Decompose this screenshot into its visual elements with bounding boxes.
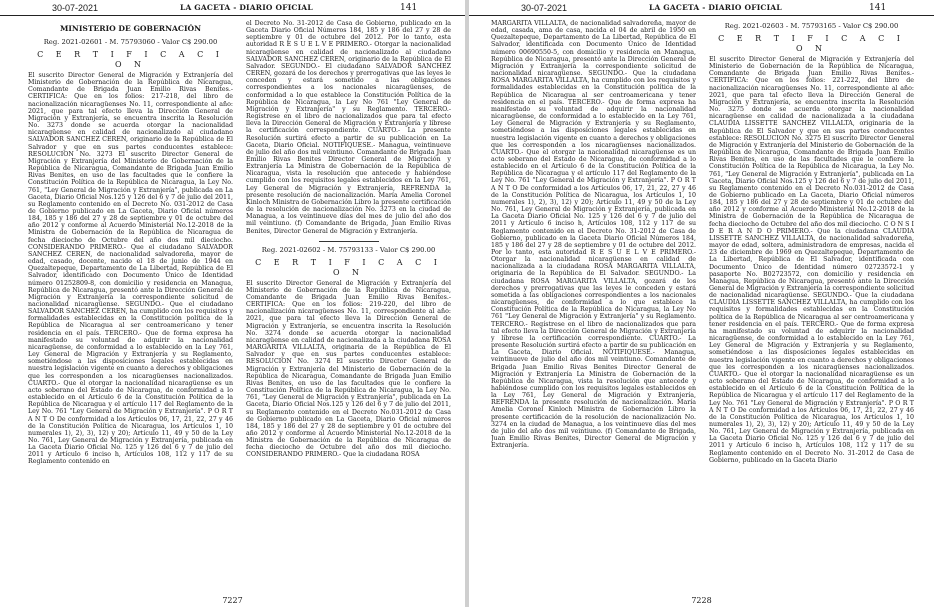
certification-body: El suscrito Director General de Migración y Extranjería del Ministerio de Gobernación de la República de Nicaragua, Comandante de Brigada Juan Emilio Rivas Benites.- CERTIFICA: Que en los folios: 217-218, del libro de nacionalización nicaragüenses No. 11, correspondiente al año: 2021, que para tal efecto lleva la Dirección General de Migración y Extranjería, se encuentra inscrita la Resolución No. 3273 donde se acuerda otorgar la nacionalidad nicaragüense en calidad de nacionalizado al ciudadano SALVADOR SANCHEZ CEREN, originario de la República de El Salvador y que en sus partes conducentes establece: RESOLUCION No. 3273 El suscrito Director General de Migración y Extranjería del Ministerio de Gobernación de la República de Nicaragua, Comandante de Brigada Juan Emilio Rivas Benites, en uso de las facultades que le confiere la Constitución Política de la República de Nicaragua, la Ley No. 761, "Ley General de Migración y Extranjería", publicada en La Gaceta, Diario Oficial Nos.125 y 126 del 6 y 7 de julio del 2011, su Reglamento contenido en el Decreto No. 031-2012 de Casa de Gobierno publicado en La Gaceta, Diario Oficial números 184, 185 y 186 del 27 y 28 de septiembre y 01 de octubre del año 2012 y conforme al Acuerdo Ministerial No.12-2018 de la Ministra de Gobernación de la República de Nicaragua de fecha dieciocho de Octubre del año dos mil dieciocho. CONSIDERANDO PRIMERO.- Que el ciudadano SALVADOR SANCHEZ CEREN, de nacionalidad salvadoreña, mayor de edad, casado, docente, nacido el 18 de junio de 1944 en Quezaltepeque, Departamento de La Libertad, República de El Salvador, identificado con Documento Único de Identidad número 01252809-8, con domicilio y residencia en Managua, República de Nicaragua, presentó ante la Dirección General de Migración y Extranjería la correspondiente solicitud de nacionalidad nicaragüense. SEGUNDO.- Que el ciudadano SALVADOR SANCHEZ CEREN, ha cumplido con los requisitos y formalidades establecidas en la Constitución política de la República de Nicaragua al ser centroamericano y tener residencia en el país. TERCERO.- Que de forma expresa ha manifestado su voluntad de adquirir la nacionalidad nicaragüense, de conformidad a lo establecido en la Ley 761, Ley General de Migración y Extranjería y su Reglamento, sometiéndose a las disposiciones legales establecidas en nuestra legislación vigente en cuanto a derechos y obligaciones que les corresponden a los nicaragüenses nacionalizados. CUARTO.- Que el otorgar la nacionalidad nicaragüense es un acto soberano del Estado de Nicaragua, de conformidad a lo establecido en el Artículo 6 de la Constitución Política de la República de Nicaragua y el artículo 117 del Reglamento de la Ley No. 761 "Ley General de Migración y Extranjería". P O R T A N T O De conformidad a los Artículos 06, 17, 21, 22, 27 y 46 de la Constitución Política de Nicaragua, los Artículos 1, 10 numerales 1), 2), 3), 12) y 20); Artículo 11, 49 y 50 de la Ley No. 761, Ley General de Migración y Extranjería, publicada en La Gaceta Diario Oficial No. 125 y 126 del 6 y 7 de julio del 2011 y Artículo 6 inciso h, Artículos 108, 112 y 117 de su Reglamento contenido en [28,72,233,466]
certification-body: El suscrito Director General de Migración y Extranjería del Ministerio de Gobernación de la República de Nicaragua, Comandante de Brigada Juan Emilio Rivas Benites.- CERTIFICA: Que en los folios: 221-222, del libro de nacionalización nicaragüenses No. 11, correspondiente al año: 2021, que para tal efecto lleva la Dirección General de Migración y Extranjería, se encuentra inscrita la Resolución No. 3275 donde se acuerda otorgar la nacionalidad nicaragüense en calidad de nacionalizada a la ciudadana CLAUDIA LISSETTE SANCHEZ VILLALTA, originaria de la República de El Salvador y que en sus partes conducentes establece: RESOLUCION No. 3275 El suscrito Director General de Migración y Extranjería del Ministerio de Gobernación de la República de Nicaragua, Comandante de Brigada Juan Emilio Rivas Benites, en uso de las facultades que le confiere la Constitución Política de la República de Nicaragua, la Ley No. 761, "Ley General de Migración y Extranjería", publicada en La Gaceta, Diario Oficial Nos.125 y 126 del 6 y 7 de julio del 2011, su Reglamento contenido en el Decreto No.031-2012 de Casa de Gobierno publicado en La Gaceta, Diario Oficial números 184, 185 y 186 del 27 y 28 de septiembre y 01 de octubre del año 2012 y conforme al Acuerdo Ministerial No.12-2018 de la Ministra de Gobernación de la República de Nicaragua de fecha dieciocho de Octubre del año dos mil dieciocho. C O N S I D E R A N D O PRIMERO.- Que la ciudadana CLAUDIA LISSETTE SANCHEZ VILLALTA, de nacionalidad salvadoreña, mayor de edad, soltera, administradora de empresas, nacida el 23 de diciembre de 1969 en Quezaltepeque, Departamento de La Libertad, República de El Salvador, identificada con Documento Único de Identidad número 02723572-1 y pasaporte No. B02723572, con domicilio y residencia en Managua, República de Nicaragua, presentó ante la Dirección General de Migración y Extranjería la correspondiente solicitud de nacionalidad nicaragüense. SEGUNDO.- Que la ciudadana CLAUDIA LISSETTE SANCHEZ VILLALTA, ha cumplido con los requisitos y formalidades establecidas en la Constitución política de la República de Nicaragua al ser centroamericana y tener residencia en el país. TERCERO.- Que de forma expresa ha manifestado su voluntad de adquirir la nacionalidad nicaragüense, de conformidad a lo establecido en la Ley 761, Ley General de Migración y Extranjería y su Reglamento, sometiéndose a las disposiciones legales establecidas en nuestra legislación vigente en cuanto a derechos y obligaciones que les corresponden a los nicaragüenses nacionalizados. CUARTO.- Que el otorgar la nacionalidad nicaragüense es un acto soberano del Estado de Nicaragua, de conformidad a lo establecido en el Artículo 6 de la Constitución Política de la República de Nicaragua y el artículo 117 del Reglamento de la Ley No. 761 "Ley General de Migración y Extranjería". P O R T A N T O De conformidad a los Artículos 06, 17, 21, 22, 27 y 46 de la Constitución Política de Nicaragua, los Artículos 1, 10 numerales 1), 2), 3), 12) y 20); Artículo 11, 49 y 50 de la Ley No. 761, Ley General de Migración y Extranjería, publicada en La Gaceta Diario Oficial No. 125 y 126 del 6 y 7 de julio del 2011 y Artículo 6 inciso h, Artículos 108, 112 y 117 de su Reglamento contenido en el Decreto No. 31-2012 de Casa de Gobierno, publicado en la Gaceta Diario [709,56,914,464]
page-right [469,0,934,607]
registration-line: Reg. 2021-02602 - M. 75793133 - Valor C$ 290.00 [261,245,436,254]
page-footer [469,595,934,607]
page-number: 7228 [691,596,712,605]
header-date: 30-07-2021 [52,3,99,13]
header-issue-number: 141 [400,3,418,13]
header-date: 30-07-2021 [521,3,568,13]
column-left-2 [246,20,451,590]
header-publication: LA GACETA - DIARIO OFICIAL [180,3,313,12]
certification-heading: C E R T I F I C A C I O N [37,50,224,69]
page-header [469,2,934,16]
certification-body: El suscrito Director General de Migración y Extranjería del Ministerio de Gobernación de la República de Nicaragua, Comandante de Brigada Juan Emilio Rivas Benites.- CERTIFICA: Que en los folios: 219-220, del libro de nacionalización nicaragüenses No. 11, correspondiente al año: 2021, que para tal efecto lleva la Dirección General de Migración y Extranjería, se encuentra inscrita la Resolución No. 3274 donde se acuerda otorgar la nacionalidad nicaragüense en calidad de nacionalizada a la ciudadana ROSA MARGARITA VILLALTA, originaria de la República de El Salvador y que en sus partes conducentes establece: RESOLUCION No. 3274 El suscrito Director General de Migración y Extranjería del Ministerio de Gobernación de la República de Nicaragua, Comandante de Brigada Juan Emilio Rivas Benites, en uso de las facultades que le confiere la Constitución Política de la República de Nicaragua, la Ley No. 761, "Ley General de Migración y Extranjería", publicada en La Gaceta, Diario Oficial Nos.125 y 126 del 6 y 7 de julio del 2011, su Reglamento contenido en el Decreto No.031-2012 de Casa de Gobierno publicado en La Gaceta, Diario Oficial números 184, 185 y 186 del 27 y 28 de septiembre y 01 de octubre del año 2012 y conforme al Acuerdo Ministerial No.12-2018 de la Ministra de Gobernación de la República de Nicaragua de fecha dieciocho de Octubre del año dos mil dieciocho. CONSIDERANDO PRIMERO.- Que la ciudadana ROSA [246,279,451,459]
registration-line: Reg. 2021-02601 - M. 75793060 - Valor C$ 290.00 [43,38,218,46]
column-left-1 [28,20,233,590]
column-right-1 [491,20,696,590]
column-right-2 [709,20,914,590]
header-issue-number: 141 [869,3,887,13]
page-number: 7227 [222,596,243,605]
header-publication: LA GACETA - DIARIO OFICIAL [649,3,782,12]
certification-heading: C E R T I F I C A C I O N [718,34,905,53]
page-footer [0,595,465,607]
divider [319,241,379,242]
registration-line: Reg. 2021-02603 - M. 75793165 - Valor C$ 290.00 [724,22,899,30]
page-header [0,2,465,16]
section-title: MINISTERIO DE GOBERNACIÓN [59,24,202,33]
certification-body-continued: el Decreto No. 31-2012 de Casa de Gobierno, publicado en la Gaceta Diario Oficial Números 184, 185 y 186 del 27 y 28 de septiembre y 01 de octubre del 2012. Por lo tanto, esta autoridad R E S U E L V E PRIMERO.- Otorgar la nacionalidad nicaragüense en calidad de nacionalizado al ciudadano SALVADOR SANCHEZ CEREN, originario de la República de El Salvador. SEGUNDO.- El ciudadano SALVADOR SANCHEZ CEREN, gozará de los derechos y prerrogativas que las leyes le conceden y estará sometido a las obligaciones correspondientes a los nacionales nicaragüenses, de conformidad a lo que establece la Constitución Política de la República de Nicaragua, la Ley No 761 "Ley General de Migración y Extranjería" y su Reglamento. TERCERO.- Regístrese en el libro de nacionalizados que para tal efecto lleva la Dirección General de Migración y Extranjería y líbrese la certificación correspondiente. CUARTO.- La presente Resolución surtirá efecto a partir de su publicación en La Gaceta, Diario Oficial. NOTIFIQUESE.- Managua, veintinueve de julio del año dos mil veintiuno. Comandante de Brigada Juan Emilio Rivas Benites Director General de Migración y Extranjería La Ministra de Gobernación de la República de Nicaragua, vista la resolución que antecede y habiéndose cumplido con los requisitos legales establecidos en la Ley 761, Ley General de Migración y Extranjería, REFRENDA la presente resolución de nacionalización. María Amelia Coronel Kinloch Ministra de Gobernación Libro la presente certificación de la resolución de nacionalización No. 3273 en la ciudad de Managua, a los veintinueve días del mes de julio del año dos mil veintiuno. (f) Comandante de Brigada, Juan Emilio Rivas Benites, Director General de Migración y Extranjería. [246,20,451,235]
page-left [0,0,465,607]
certification-heading: C E R T I F I C A C I O N [255,257,442,277]
certification-body-continued: MARGARITA VILLALTA, de nacionalidad salvadoreña, mayor de edad, casada, ama de casa, nacida el 04 de abril de 1950 en Quezaltepeque, Departamento de La Libertad, República de El Salvador, identificada con Documento Único de Identidad número 00690550-5, con domicilio y residencia en Managua, República de Nicaragua, presentó ante la Dirección General de Migración y Extranjería la correspondiente solicitud de nacionalidad nicaragüense. SEGUNDO.- Que la ciudadana ROSA MARGARITA VILLALTA, ha cumplido con los requisitos y formalidades establecidas en la Constitución política de la República de Nicaragua al ser centroamericana y tener residencia en el país. TERCERO.- Que de forma expresa ha manifestado su voluntad de adquirir la nacionalidad nicaragüense, de conformidad a lo establecido en la Ley 761, Ley General de Migración y Extranjería y su Reglamento, sometiéndose a las disposiciones legales establecidas en nuestra legislación vigente en cuanto a derechos y obligaciones que les corresponden a los nicaragüenses nacionalizados. CUARTO.- Que el otorgar la nacionalidad nicaragüense es un acto soberano del Estado de Nicaragua, de conformidad a lo establecido en el Artículo 6 de la Constitución Política de la República de Nicaragua y el artículo 117 del Reglamento de la Ley No. 761 "Ley General de Migración y Extranjería". P O R T A N T O De conformidad a los Artículos 06, 17, 21, 22, 27 y 46 de la Constitución Política de Nicaragua, los Artículos 1, 10 numerales 1), 2), 3), 12) y 20); Artículo 11, 49 y 50 de la Ley No. 761, Ley General de Migración y Extranjería, publicada en La Gaceta Diario Oficial No. 125 y 126 del 6 y 7 de julio del 2011 y Artículo 6 inciso h, Artículos 108, 112 y 117 de su Reglamento contenido en el Decreto No. 31-2012 de Casa de Gobierno, publicado en la Gaceta Diario Oficial Números 184, 185 y 186 del 27 y 28 de septiembre y 01 de octubre del 2012. Por lo tanto, esta autoridad R E S U E L V E PRIMERO.- Otorgar la nacionalidad nicaragüense en calidad de nacionalizada a la ciudadana ROSA MARGARITA VILLALTA, originaria de la República de El Salvador. SEGUNDO.- La ciudadana ROSA MARGARITA VILLALTA, gozará de los derechos y prerrogativas que las leyes le conceden y estará sometida a las obligaciones correspondientes a los nacionales nicaragüenses, de conformidad a lo que establece la Constitución Política de la República de Nicaragua, la Ley No 761 "Ley General de Migración y Extranjería" y su Reglamento. TERCERO.- Regístrese en el libro de nacionalizados que para tal efecto lleva la Dirección General de Migración y Extranjería y líbrese la certificación correspondiente. CUARTO.- La presente Resolución surtirá efecto a partir de su publicación en La Gaceta, Diario Oficial. NOTIFIQUESE.- Managua, veintinueve de julio del año dos mil veintiuno. Comandante de Brigada Juan Emilio Rivas Benites Director General de Migración y Extranjería La Ministra de Gobernación de la República de Nicaragua, vista la resolución que antecede y habiéndose cumplido con los requisitos legales establecidos en la Ley 761, Ley General de Migración y Extranjería, REFRENDA la presente resolución de nacionalización. María Amelia Coronel Kinloch Ministra de Gobernación Libro la presente certificación de la resolución de nacionalización No. 3274 en la ciudad de Managua, a los veintinueve días del mes de julio del año dos mil veintiuno. (f) Comandante de Brigada, Juan Emilio Rivas Benites, Director General de Migración y Extranjería. [491,20,696,450]
